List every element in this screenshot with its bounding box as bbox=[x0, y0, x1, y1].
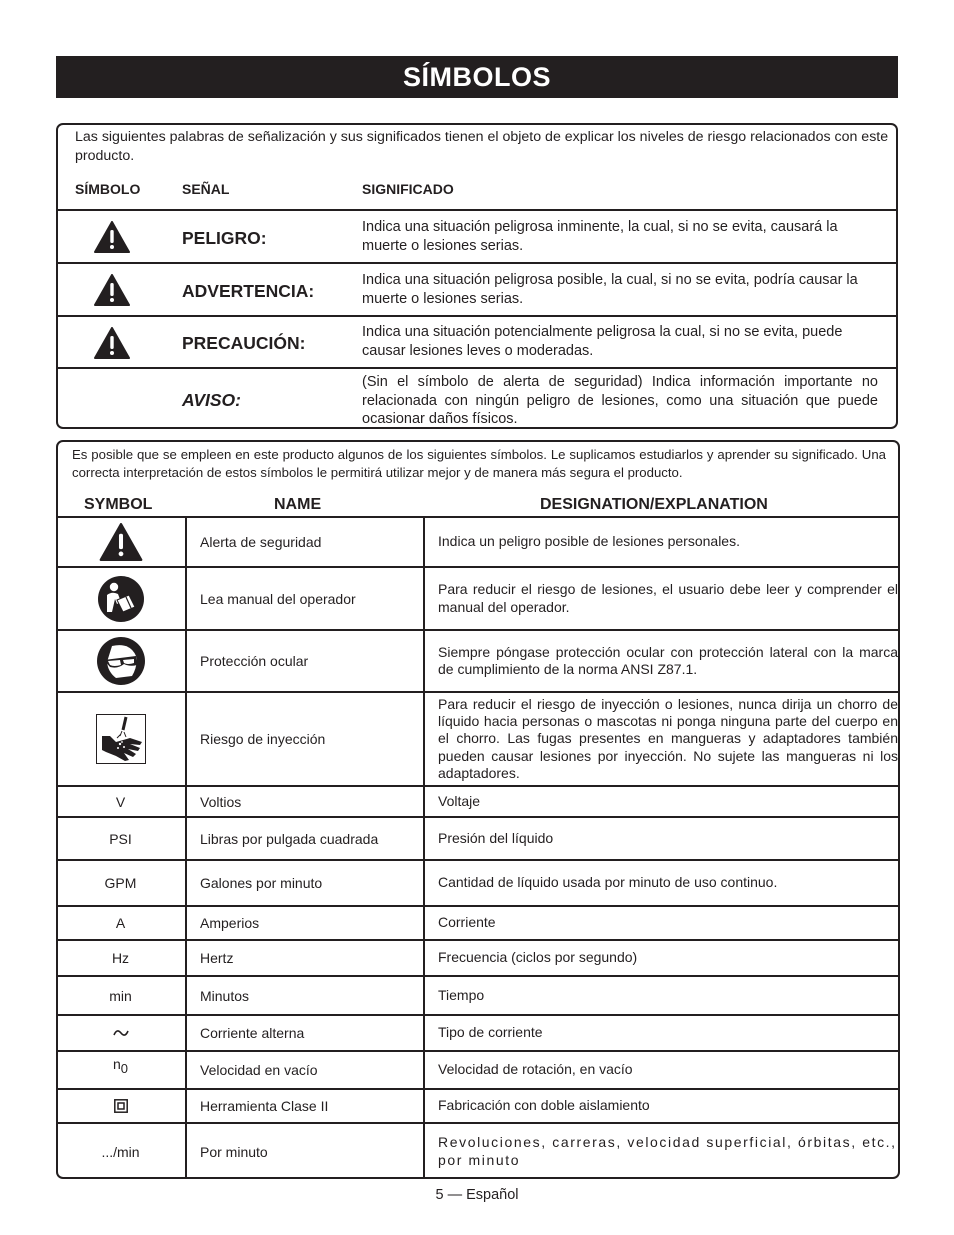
symbols-panel bbox=[56, 440, 900, 1179]
name-cell: Minutos bbox=[185, 977, 436, 1014]
header-signal: SEÑAL bbox=[182, 181, 230, 197]
name-cell: Galones por minuto bbox=[185, 861, 436, 905]
symbol-cell: PSI bbox=[109, 830, 132, 847]
symbol-cell bbox=[58, 631, 183, 691]
page-title: SÍMBOLOS bbox=[56, 56, 898, 98]
explanation-cell bbox=[423, 631, 898, 691]
safety-alert-triangle-icon bbox=[99, 523, 143, 561]
table-row bbox=[58, 975, 898, 1014]
table-row bbox=[58, 816, 898, 859]
explanation-text: Indica un peligro posible de lesiones personales. bbox=[438, 533, 740, 550]
symbol-cell bbox=[58, 1090, 183, 1122]
symbol-cell: GPM bbox=[104, 875, 137, 891]
explanation-cell bbox=[423, 907, 898, 939]
name-cell: Hertz bbox=[185, 941, 436, 975]
no-load-speed-symbol: $n_0$ bbox=[112, 1056, 129, 1076]
name-cell: Lea manual del operador bbox=[185, 568, 436, 629]
explanation-cell bbox=[423, 787, 898, 816]
explanation-text: Para reducir el riesgo de lesiones, el usuario debe leer y comprender el manual del operador. bbox=[438, 581, 898, 615]
page-footer: 5 — Español bbox=[435, 1187, 519, 1203]
explanation-text: Revoluciones, carreras, velocidad superficial, órbitas, etc., por minuto bbox=[438, 1134, 897, 1168]
header-name: NAME bbox=[274, 496, 322, 513]
read-manual-icon bbox=[97, 575, 145, 623]
name-cell: Alerta de seguridad bbox=[185, 518, 436, 566]
signal-meaning: Indica una situación peligrosa posible, la cual, si no se evita, podría causar la muerte o lesiones serias. bbox=[362, 272, 858, 307]
signal-row-notice bbox=[58, 367, 896, 429]
explanation-cell bbox=[423, 1052, 898, 1088]
signal-word: PRECAUCIÓN: bbox=[182, 333, 306, 353]
explanation-text: Corriente bbox=[438, 914, 496, 931]
explanation-cell bbox=[423, 977, 898, 1014]
explanation-cell bbox=[423, 1090, 898, 1122]
safety-alert-triangle-icon bbox=[94, 327, 130, 359]
symbol-cell: V bbox=[115, 793, 126, 810]
symbol-cell bbox=[58, 693, 183, 785]
explanation-cell bbox=[423, 818, 898, 859]
explanation-text: Presión del líquido bbox=[438, 829, 554, 846]
signal-word: ADVERTENCIA: bbox=[182, 281, 315, 301]
explanation-text: Tipo de corriente bbox=[438, 1024, 543, 1041]
symbol-cell bbox=[58, 518, 183, 566]
table-row bbox=[58, 629, 898, 691]
name-cell: Corriente alterna bbox=[185, 1016, 436, 1050]
name-cell: Libras por pulgada cuadrada bbox=[185, 818, 436, 859]
symbol-cell bbox=[58, 568, 183, 629]
table-row bbox=[58, 691, 898, 785]
table-row bbox=[58, 905, 898, 939]
safety-alert-triangle-icon bbox=[94, 221, 130, 253]
symbols-intro: Es posible que se empleen en este producto algunos de los siguientes símbolos. Le suplicamos estudiarlos y aprender su significado. Una correcta interpretación de estos símbolos le permitirá utilizar mejor y de manera más segura el producto. bbox=[72, 447, 886, 480]
signal-words-panel bbox=[56, 123, 898, 429]
safety-alert-triangle-icon bbox=[94, 274, 130, 306]
symbol-cell bbox=[58, 1016, 183, 1050]
signal-word: PELIGRO: bbox=[182, 228, 267, 248]
table-row bbox=[58, 1014, 898, 1050]
alternating-current-icon bbox=[113, 1027, 129, 1039]
table-row bbox=[58, 566, 898, 629]
signal-words-intro: Las siguientes palabras de señalización y sus significados tienen el objeto de explicar los niveles de riesgo relacionados con este producto. bbox=[75, 129, 889, 164]
explanation-text: Cantidad de líquido usada por minuto de uso continuo. bbox=[438, 874, 778, 891]
name-cell: Amperios bbox=[185, 907, 436, 939]
name-cell: Por minuto bbox=[185, 1124, 436, 1179]
class-ii-tool-icon bbox=[114, 1099, 128, 1113]
name-cell: Riesgo de inyección bbox=[185, 693, 436, 785]
explanation-text: Fabricación con doble aislamiento bbox=[438, 1097, 650, 1114]
table-row bbox=[58, 859, 898, 905]
header-explanation: DESIGNATION/EXPLANATION bbox=[540, 496, 768, 513]
signal-row-caution bbox=[58, 315, 896, 367]
explanation-text: Siempre póngase protección ocular con protección lateral con la marca de cumplimiento de la norma ANSI Z87.1. bbox=[438, 643, 898, 677]
header-symbol: SÍMBOLO bbox=[75, 181, 141, 197]
explanation-cell bbox=[423, 1124, 898, 1179]
name-cell: Herramienta Clase II bbox=[185, 1090, 436, 1122]
explanation-cell bbox=[423, 941, 898, 975]
explanation-cell bbox=[423, 518, 898, 566]
table-row bbox=[58, 1122, 898, 1179]
explanation-cell bbox=[423, 1016, 898, 1050]
table-row bbox=[58, 1088, 898, 1122]
explanation-text: Tiempo bbox=[438, 986, 485, 1003]
table-row bbox=[58, 785, 898, 816]
explanation-text: Para reducir el riesgo de inyección o lesiones, nunca dirija un chorro de líquido hacia personas o mascotas ni ponga ninguna parte del cuerpo en el chorro. Las fugas presentes en mangueras y adaptadores también pueden causar lesiones por inyección. No sujete las mangueras ni los adaptadores. bbox=[438, 695, 898, 781]
explanation-cell bbox=[423, 568, 898, 629]
signal-meaning: Indica una situación peligrosa inminente, la cual, si no se evita, causará la muerte o lesiones serias. bbox=[362, 219, 838, 254]
symbol-cell: A bbox=[115, 915, 126, 931]
explanation-cell bbox=[423, 693, 898, 785]
explanation-cell bbox=[423, 861, 898, 905]
symbol-cell bbox=[58, 1052, 183, 1088]
symbol-cell: .../min bbox=[101, 1143, 140, 1160]
signal-row-danger bbox=[58, 209, 896, 262]
name-cell: Protección ocular bbox=[185, 631, 436, 691]
header-symbol: SYMBOL bbox=[84, 496, 153, 513]
table-row bbox=[58, 939, 898, 975]
explanation-text: Voltaje bbox=[438, 792, 481, 809]
injection-hazard-icon bbox=[96, 714, 146, 764]
symbol-cell: Hz bbox=[111, 950, 130, 966]
table-row bbox=[58, 516, 898, 566]
explanation-text: Velocidad de rotación, en vacío bbox=[438, 1061, 633, 1078]
table-row bbox=[58, 1050, 898, 1088]
signal-word: AVISO: bbox=[182, 390, 241, 410]
signal-meaning: (Sin el símbolo de alerta de seguridad) Indica información importante no relacionada con ningún peligro de lesiones, como una situación que puede ocasionar daños físicos. bbox=[362, 374, 878, 427]
name-cell: Voltios bbox=[185, 787, 436, 816]
header-meaning: SIGNIFICADO bbox=[362, 181, 454, 197]
eye-protection-icon bbox=[96, 636, 146, 686]
name-cell: Velocidad en vacío bbox=[185, 1052, 436, 1088]
symbol-cell: min bbox=[109, 987, 132, 1004]
signal-row-warning bbox=[58, 262, 896, 315]
signal-meaning: Indica una situación potencialmente peligrosa la cual, si no se evita, puede causar lesiones leves o moderadas. bbox=[362, 324, 843, 359]
explanation-text: Frecuencia (ciclos por segundo) bbox=[438, 949, 638, 966]
